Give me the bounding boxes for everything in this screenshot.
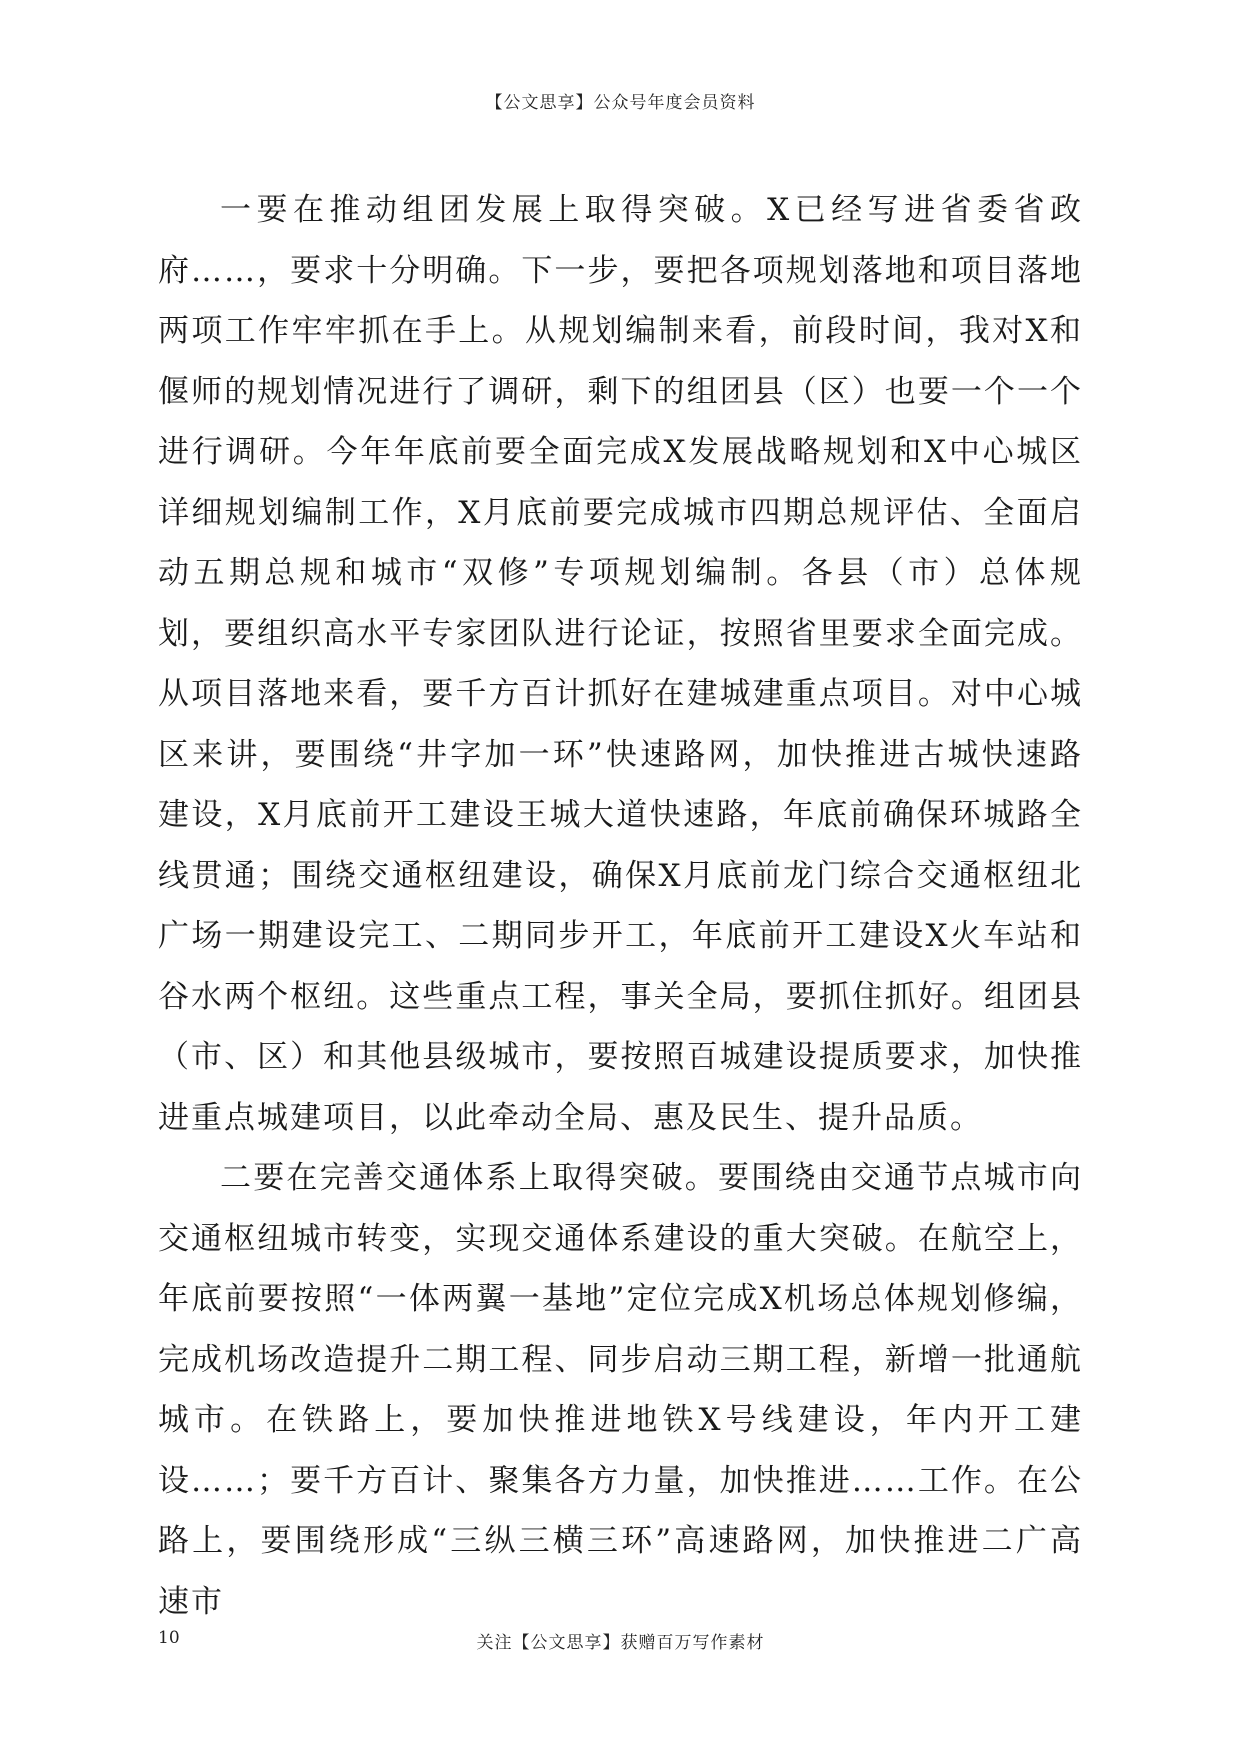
document-body [158, 180, 1083, 1632]
page-number: 10 [158, 1628, 180, 1648]
paragraph-1: 一要在推动组团发展上取得突破。X已经写进省委省政府……，要求十分明确。下一步，要把各项规划落地和项目落地两项工作牢牢抓在手上。从规划编制来看，前段时间，我对X和偃师的规划情况进行了调研，剩下的组团县（区）也要一个一个进行调研。今年年底前要全面完成X发展战略规划和X中心城区详细规划编制工作，X月底前要完成城市四期总规评估、全面启动五期总规和城市“双修”专项规划编制。各县（市）总体规划，要组织高水平专家团队进行论证，按照省里要求全面完成。从项目落地来看，要千方百计抓好在建城建重点项目。对中心城区来讲，要围绕“井字加一环”快速路网，加快推进古城快速路建设，X月底前开工建设王城大道快速路，年底前确保环城路全线贯通；围绕交通枢纽建设，确保X月底前龙门综合交通枢纽北广场一期建设完工、二期同步开工，年底前开工建设X火车站和谷水两个枢纽。这些重点工程，事关全局，要抓住抓好。组团县（市、区）和其他县级城市，要按照百城建设提质要求，加快推进重点城建项目，以此牵动全局、惠及民生、提升品质。 [158, 192, 1083, 1136]
page-footer: 关注【公文思享】获赠百万写作素材 [476, 1633, 765, 1653]
page-header: 【公文思享】公众号年度会员资料 [485, 93, 756, 113]
paragraph-2: 二要在完善交通体系上取得突破。要围绕由交通节点城市向交通枢纽城市转变，实现交通体系建设的重大突破。在航空上，年底前要按照“一体两翼一基地”定位完成X机场总体规划修编，完成机场改造提升二期工程、同步启动三期工程，新增一批通航城市。在铁路上，要加快推进地铁X号线建设，年内开工建设……；要千方百计、聚集各方力量，加快推进……工作。在公路上，要围绕形成“三纵三横三环”高速路网，加快推进二广高速市 [158, 1160, 1083, 1620]
